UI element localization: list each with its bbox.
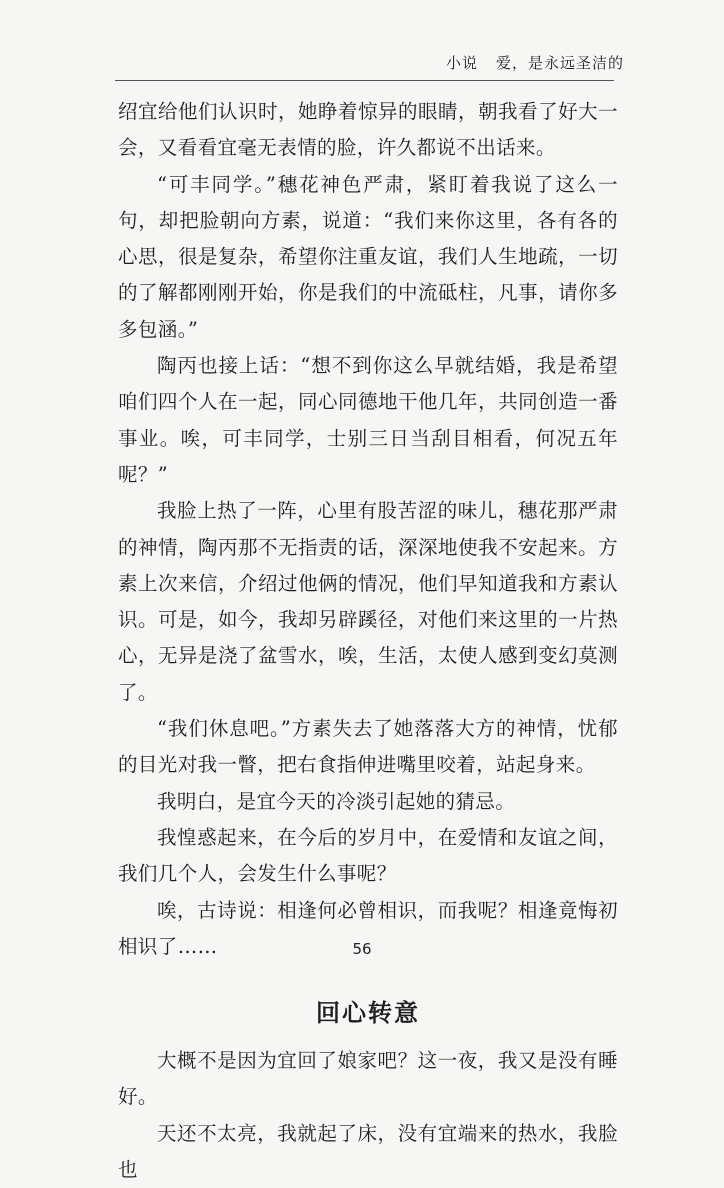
running-header [446,52,624,73]
paragraph: 大概不是因为宜回了娘家吧？这一夜，我又是没有睡好。 [118,1049,618,1109]
paragraph: 我明白，是宜今天的冷淡引起她的猜忌。 [157,789,516,813]
paragraph: 陶丙也接上话：“想不到你这么早就结婚，我是希望咱们四个人在一起，同心同德地干他几年，共同创造一番事业。唉，可丰同学，士别三日当刮目相看，何况五年呢？” [118,354,618,486]
paragraph: 天还不太亮，我就起了床，没有宜端来的热水，我脸也 [118,1121,618,1182]
header-rule [115,80,614,81]
paragraph: “可丰同学。”穗花神色严肃，紧盯着我说了这么一句，却把脸朝向方素，说道：“我们来你这里，各有各的心思，很是复杂，希望你注重友谊，我们人生地疏，一切的了解都刚刚开始，你是我们的中流砥柱，凡事，请你多多包涵。” [118,172,618,341]
section-title: 回心转意 [316,999,420,1028]
header-story-title: 爱，是永远圣洁的 [495,54,624,72]
paragraph: “我们休息吧。”方素失去了她落落大方的神情，忧郁的目光对我一瞥，把右食指伸进嘴里咬着，站起身来。 [118,717,618,777]
paragraph: 绍宜给他们认识时，她睁着惊异的眼睛，朝我看了好大一会，又看看宜毫无表情的脸，许久都说不出话来。 [118,100,618,160]
header-section-label: 小说 [445,54,478,72]
paragraph: 我惶惑起来，在今后的岁月中，在爱情和友谊之间，我们几个人，会发生什么事呢？ [118,825,618,886]
page-number: 56 [352,940,372,958]
paragraph: 唉，古诗说：相逢何必曾相识，而我呢？相逢竟悔初相识了…… [118,898,618,958]
paragraph: 我脸上热了一阵，心里有股苦涩的味儿，穗花那严肃的神情，陶丙那不无指责的话，深深地使我不安起来。方素上次来信，介绍过他俩的情况，他们早知道我和方素认识。可是，如今，我却另辟蹊径，对他们来这里的一片热心，无异是浇了盆雪水，唉，生活，太使人感到变幻莫测了。 [118,499,618,704]
